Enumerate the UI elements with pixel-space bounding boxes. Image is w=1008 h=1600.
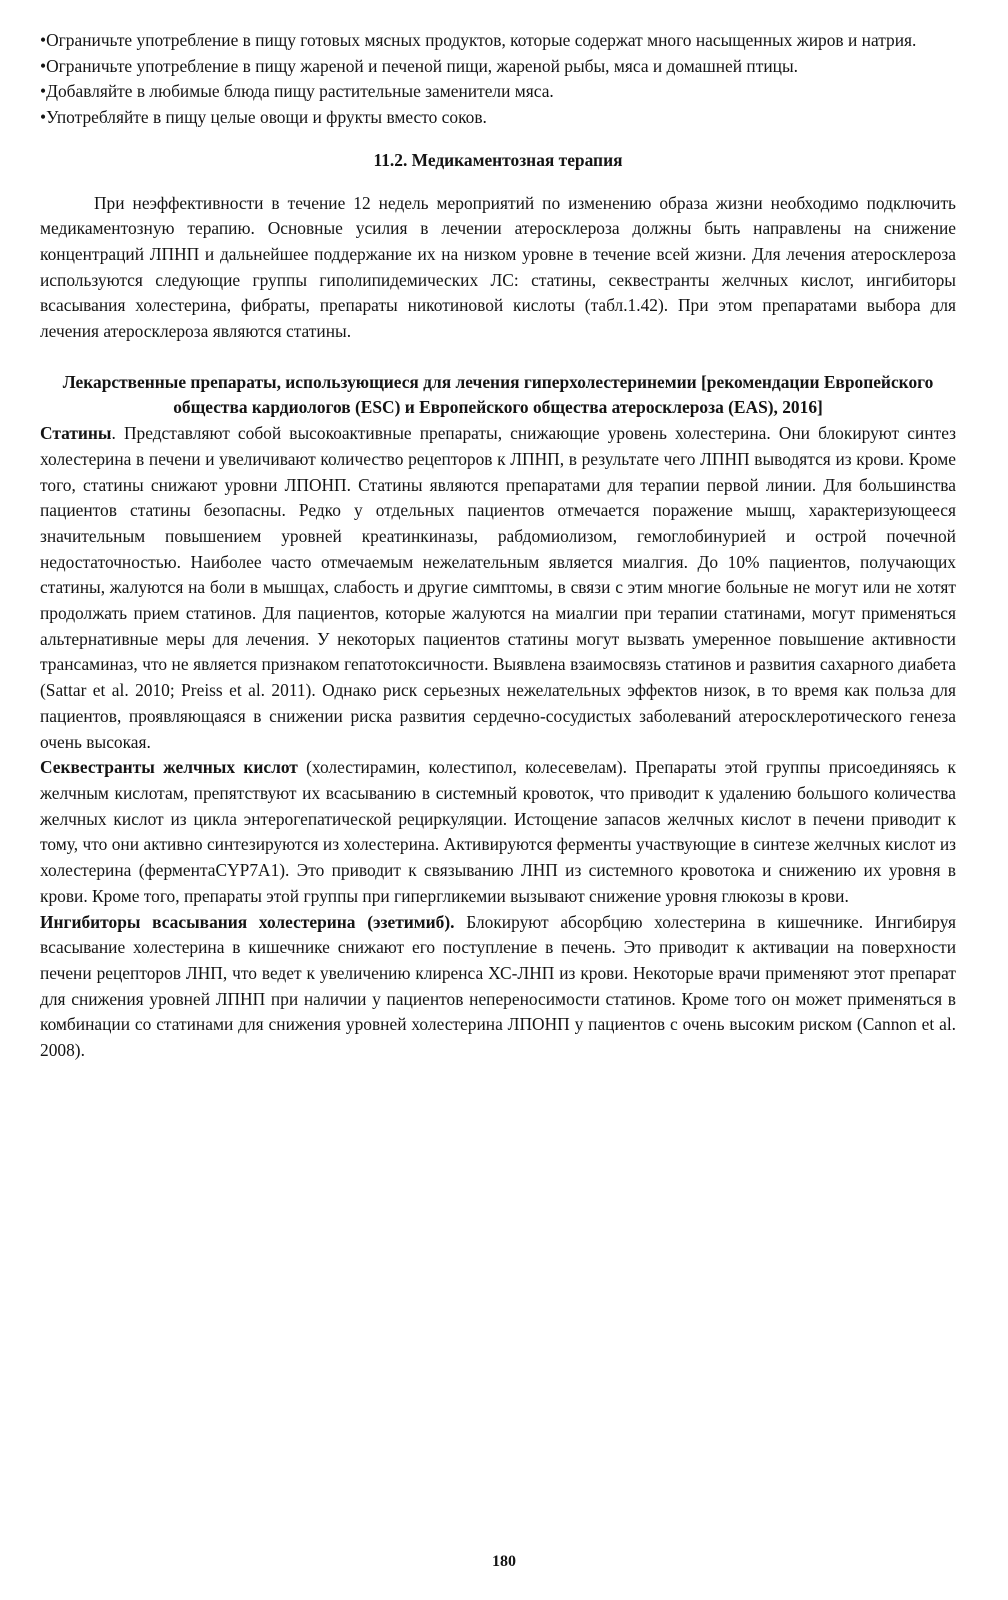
diet-bullet-list — [40, 28, 956, 131]
bullet-item: • Ограничьте употребление в пищу готовых мясных продуктов, которые содержат много насыщенных жиров и натрия. — [40, 28, 956, 54]
sequestrants-paragraph — [40, 755, 956, 909]
sequestrants-term: Секвестранты желчных кислот — [40, 757, 298, 778]
statins-text: . Представляют собой высокоактивные препараты, снижающие уровень холестерина. Они блокируют синтез холестерина в печени и увеличивают количество рецепторов к ЛПНП, в результате чего ЛПНП выводятся из крови. Кроме того, статины снижают уровни ЛПОНП. Статины являются препаратами для терапии первой линии. Для большинства пациентов статины безопасны. Редко у отдельных пациентов отмечается поражение мышц, характеризующееся значительным повышением уровней креатинкиназы, рабдомиолизом, гемоглобинурией и острой почечной недостаточностью. Наиболее часто отмечаемым нежелательным является миалгия. До 10% пациентов, получающих статины, жалуются на боли в мышцах, слабость и другие симптомы, в связи с этим многие больные не могут или не хотят продолжать прием статинов. Для пациентов, которые жалуются на миалгии при терапии статинами, могут применяться альтернативные меры для лечения. У некоторых пациентов статины могут вызвать умеренное повышение активности трансаминаз, что не является признаком гепатотоксичности. Выявлена взаимосвязь статинов и развития сахарного диабета (Sattar et al. 2010; Preiss et al. 2011). Однако риск серьезных нежелательных эффектов низок, в то время как польза для пациентов, проявляющаяся в снижении риска развития сердечно-сосудистых заболеваний атеросклеротического генеза очень высокая. — [40, 423, 956, 752]
page-number: 180 — [492, 1553, 516, 1570]
intro-paragraph: При неэффективности в течение 12 недель мероприятий по изменению образа жизни необходимо подключить медикаментозную терапию. Основные усилия в лечении атеросклероза должны быть направлены на снижение концентраций ЛПНП и дальнейшее поддержание их на низком уровне в течение всей жизни. Для лечения атеросклероза используются следующие группы гиполипидемических ЛС: статины, секвестранты желчных кислот, ингибиторы всасывания холестерина, фибраты, препараты никотиновой кислоты (табл.1.42). При этом препаратами выбора для лечения атеросклероза являются статины. — [40, 192, 956, 342]
page-content — [40, 28, 956, 1064]
inhibitors-text: Блокируют абсорбцию холестерина в кишечнике. Ингибируя всасывание холестерина в кишечнике снижают его поступление в печень. Это приводит к активации на поверхности печени рецепторов ЛНП, что ведет к увеличению клиренса ХС-ЛНП из крови. Некоторые врачи применяют этот препарат для снижения уровней ЛПНП при наличии у пациентов непереносимости статинов. Кроме того он может применяться в комбинации со статинами для снижения уровней холестерина ЛПОНП у пациентов с очень высоким риском (Cannon et al. 2008). — [40, 911, 956, 1061]
section-title: 11.2. Медикаментозная терапия — [373, 149, 623, 170]
bullet-item: • Ограничьте употребление в пищу жареной и печеной пищи, жареной рыбы, мяса и домашней птицы. — [40, 54, 956, 80]
table-title: Лекарственные препараты, использующиеся для лечения гиперхолестеринемии [рекомендации Европейского общества кардиологов (ESC) и Европейского общества атеросклероза (EAS), 2016] — [62, 371, 934, 418]
bullet-item: • Добавляйте в любимые блюда пищу растительные заменители мяса. — [40, 79, 956, 105]
bullet-item: • Употребляйте в пищу целые овощи и фрукты вместо соков. — [40, 105, 956, 131]
statins-term: Статины — [40, 423, 112, 444]
sequestrants-text: (холестирамин, колестипол, колесевелам). Препараты этой группы присоединяясь к желчным кислотам, препятствуют их всасыванию в системный кровоток, что приводит к удалению большого количества желчных кислот из цикла энтерогепатической рециркуляции. Истощение запасов желчных кислот в печени приводит к тому, что они активно синтезируются из холестерина. Активируются ферменты участвующие в синтезе желчных кислот из холестерина (ферментаCYP7A1). Это приводит к связыванию ЛНП из системного кровотока и снижению их уровня в крови. Кроме того, препараты этой группы при гипергликемии вызывают снижение уровня глюкозы в крови. — [40, 757, 956, 906]
inhibitors-paragraph — [40, 910, 956, 1064]
statins-paragraph — [40, 421, 956, 755]
inhibitors-term: Ингибиторы всасывания холестерина (эзетимиб). — [40, 911, 455, 932]
